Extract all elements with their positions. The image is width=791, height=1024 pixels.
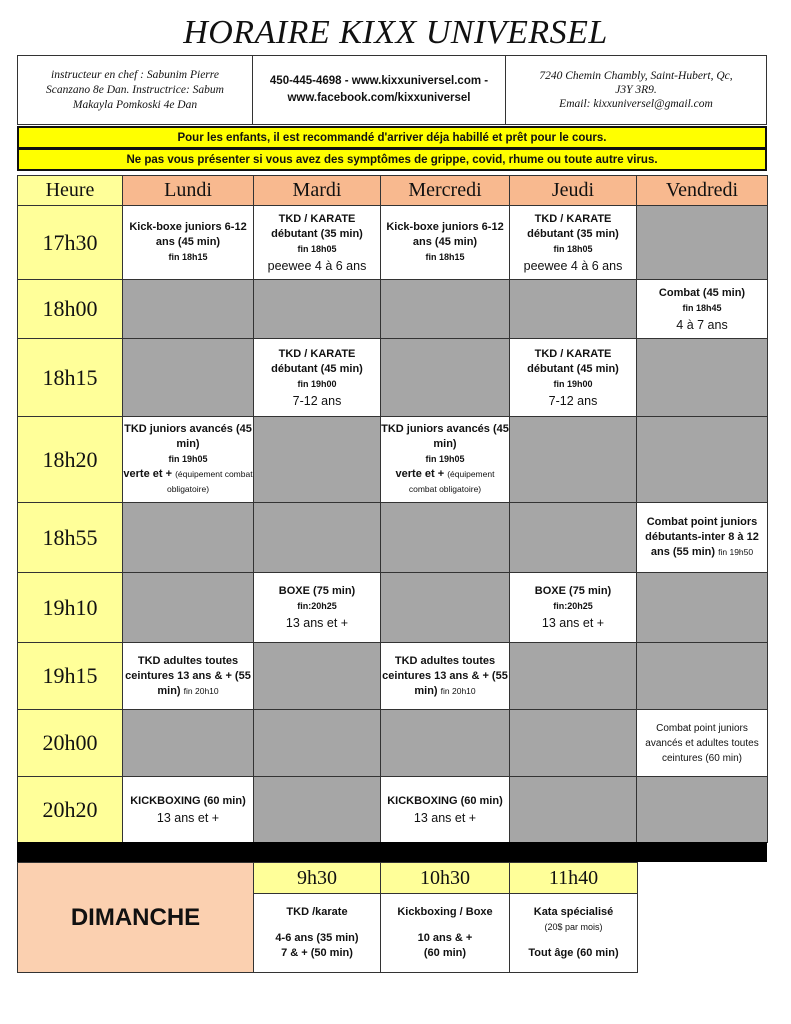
time-cell: 18h15	[18, 339, 123, 417]
empty-slot	[123, 573, 254, 643]
class-age-group: 13 ans et +	[413, 810, 477, 825]
empty-slot	[510, 777, 637, 843]
schedule-row	[18, 777, 768, 843]
class-detail: 10 ans & + (60 min)	[417, 931, 473, 959]
time-cell: 20h00	[18, 710, 123, 777]
class-end-time: fin 18h45	[682, 302, 722, 313]
header-row	[18, 176, 768, 206]
class-title: KICKBOXING (60 min)	[387, 794, 503, 807]
class-cell	[254, 573, 381, 643]
empty-slot	[123, 280, 254, 339]
empty-slot	[254, 417, 381, 503]
class-title: Kick-boxe juniors 6-12 ans (45 min)	[386, 221, 504, 248]
class-price-note: (20$ par mois)	[544, 922, 603, 933]
class-end-time: fin 19h00	[553, 378, 593, 389]
class-end-time: fin 18h05	[553, 243, 593, 254]
time-cell: 19h10	[18, 573, 123, 643]
class-age-group: 4 à 7 ans	[676, 317, 728, 332]
sunday-time: 11h40	[510, 863, 637, 894]
schedule-table	[17, 175, 768, 843]
empty-slot	[637, 339, 768, 417]
class-title: TKD / KARATE débutant (35 min)	[527, 212, 619, 240]
empty-slot	[123, 339, 254, 417]
class-cell	[254, 206, 381, 280]
sunday-class	[254, 894, 380, 972]
class-end-time: fin 18h05	[297, 243, 337, 254]
class-age-group: peewee 4 à 6 ans	[523, 258, 623, 273]
class-end-time: fin 18h15	[425, 252, 465, 262]
banner-children-notice: Pour les enfants, il est recommandé d'arriver déja habillé et prêt pour le cours.	[17, 126, 767, 149]
class-title: Kick-boxe juniors 6-12 ans (45 min)	[129, 221, 247, 248]
class-end-time: fin:20h25	[297, 601, 337, 611]
class-end-time: fin 19h05	[168, 454, 208, 464]
sunday-class	[510, 894, 637, 972]
empty-slot	[637, 206, 768, 280]
empty-slot	[381, 710, 510, 777]
time-cell: 17h30	[18, 206, 123, 280]
class-end-time: fin 19h50	[718, 547, 754, 557]
empty-slot	[254, 777, 381, 843]
time-cell: 18h00	[18, 280, 123, 339]
class-title: TKD adultes toutes ceintures 13 ans & + (55 min) fin 20h10	[125, 654, 251, 697]
address-line2: J3Y 3R9.	[615, 84, 657, 96]
empty-slot	[123, 503, 254, 573]
class-end-time: fin 20h10	[183, 685, 219, 696]
empty-slot	[123, 710, 254, 777]
time-cell: 19h15	[18, 643, 123, 710]
class-age-group: 7-12 ans	[548, 393, 598, 408]
time-cell: 20h20	[18, 777, 123, 843]
time-cell: 18h55	[18, 503, 123, 573]
class-age-group: peewee 4 à 6 ans	[267, 258, 367, 273]
class-cell	[510, 206, 637, 280]
empty-slot	[637, 777, 768, 843]
class-description: Combat point juniors avancés et adultes toutes ceintures (60 min)	[645, 722, 759, 764]
page-title: HORAIRE KIXX UNIVERSEL	[183, 14, 608, 51]
header-day-vendredi: Vendredi	[637, 176, 768, 206]
facebook-link[interactable]: www.facebook.com/kixxuniversel	[287, 92, 471, 104]
class-title: TKD / KARATE débutant (35 min)	[271, 212, 363, 240]
class-end-time: fin 20h10	[440, 685, 476, 696]
schedule-row	[18, 280, 768, 339]
sunday-slot	[510, 863, 637, 972]
class-detail: 4-6 ans (35 min) 7 & + (50 min)	[275, 931, 359, 959]
class-title: Kata spécialisé (20$ par mois)	[533, 906, 614, 933]
schedule-row	[18, 643, 768, 710]
class-age-group: 13 ans et +	[285, 616, 349, 630]
class-end-time: fin 19h00	[297, 378, 337, 389]
schedule-row	[18, 573, 768, 643]
schedule-row	[18, 503, 768, 573]
empty-slot	[510, 280, 637, 339]
class-title: BOXE (75 min)	[534, 585, 612, 597]
class-age-group: 13 ans et +	[541, 616, 605, 630]
class-title: TKD /karate	[286, 906, 348, 919]
empty-slot	[510, 417, 637, 503]
info-box	[17, 55, 767, 125]
class-title: TKD juniors avancés (45 min)	[381, 423, 509, 450]
empty-slot	[254, 280, 381, 339]
empty-slot	[510, 503, 637, 573]
sunday-slot	[254, 863, 381, 972]
schedule-row	[18, 206, 768, 280]
empty-slot	[510, 643, 637, 710]
contact-info	[253, 56, 506, 124]
class-cell	[254, 339, 381, 417]
schedule-row	[18, 710, 768, 777]
sunday-slot	[381, 863, 510, 972]
class-title: TKD juniors avancés (45 min)	[124, 423, 252, 450]
sunday-time: 9h30	[254, 863, 380, 894]
schedule-row	[18, 339, 768, 417]
class-title: TKD / KARATE débutant (45 min)	[527, 347, 619, 375]
class-end-time: fin 18h15	[168, 252, 208, 262]
class-requirement: verte et + (équipement combat obligatoire)	[123, 468, 253, 494]
class-cell	[381, 777, 510, 843]
class-cell	[123, 777, 254, 843]
empty-slot	[637, 573, 768, 643]
empty-slot	[637, 417, 768, 503]
class-title: BOXE (75 min)	[278, 585, 356, 597]
class-cell	[510, 573, 637, 643]
class-age-group: 13 ans et +	[156, 810, 220, 825]
empty-slot	[381, 573, 510, 643]
header-hour: Heure	[18, 176, 123, 206]
class-cell	[510, 339, 637, 417]
class-cell	[637, 710, 768, 777]
class-cell	[381, 417, 510, 503]
banner-health-notice: Ne pas vous présenter si vous avez des symptômes de grippe, covid, rhume ou toute autre virus.	[17, 148, 767, 171]
class-requirement: verte et + (équipement combat obligatoire)	[395, 468, 495, 494]
empty-slot	[254, 503, 381, 573]
class-cell	[381, 643, 510, 710]
class-title: KICKBOXING (60 min)	[130, 794, 246, 807]
empty-slot	[510, 710, 637, 777]
class-cell	[123, 206, 254, 280]
header-day-jeudi: Jeudi	[510, 176, 637, 206]
sunday-time: 10h30	[381, 863, 509, 894]
class-title: Combat (45 min)	[658, 286, 746, 299]
class-title: Combat point juniors débutants-inter 8 à 12 ans (55 min) fin 19h50	[645, 516, 759, 558]
header-day-lundi: Lundi	[123, 176, 254, 206]
sunday-label: DIMANCHE	[18, 863, 254, 972]
divider-bar	[17, 842, 767, 862]
header-day-mardi: Mardi	[254, 176, 381, 206]
empty-slot	[637, 643, 768, 710]
empty-slot	[381, 503, 510, 573]
address-info	[506, 56, 766, 124]
sunday-class	[381, 894, 509, 972]
class-cell	[123, 643, 254, 710]
class-end-time: fin:20h25	[553, 601, 593, 611]
instructors-info: instructeur en chef : Sabunim Pierre Scanzano 8e Dan. Instructrice: Sabum Makayla Pomkoski 4e Dan	[18, 56, 253, 124]
class-cell	[637, 503, 768, 573]
class-cell	[381, 206, 510, 280]
class-age-group: 7-12 ans	[292, 393, 342, 408]
email[interactable]: Email: kixxuniversel@gmail.com	[559, 98, 713, 110]
empty-slot	[381, 339, 510, 417]
schedule-row	[18, 417, 768, 503]
class-end-time: fin 19h05	[425, 454, 465, 464]
header-day-mercredi: Mercredi	[381, 176, 510, 206]
class-cell	[637, 280, 768, 339]
time-cell: 18h20	[18, 417, 123, 503]
empty-slot	[381, 280, 510, 339]
empty-slot	[254, 710, 381, 777]
class-title: Kickboxing / Boxe	[397, 906, 493, 919]
class-title: TKD adultes toutes ceintures 13 ans & + (55 min) fin 20h10	[382, 654, 508, 697]
class-title: TKD / KARATE débutant (45 min)	[271, 347, 363, 375]
address-line1: 7240 Chemin Chambly, Saint-Hubert, Qc,	[539, 70, 733, 82]
sunday-section	[17, 862, 638, 973]
class-cell	[123, 417, 254, 503]
class-detail: Tout âge (60 min)	[528, 946, 619, 959]
phone-website[interactable]: 450-445-4698 - www.kixxuniversel.com -	[269, 75, 489, 87]
empty-slot	[254, 643, 381, 710]
